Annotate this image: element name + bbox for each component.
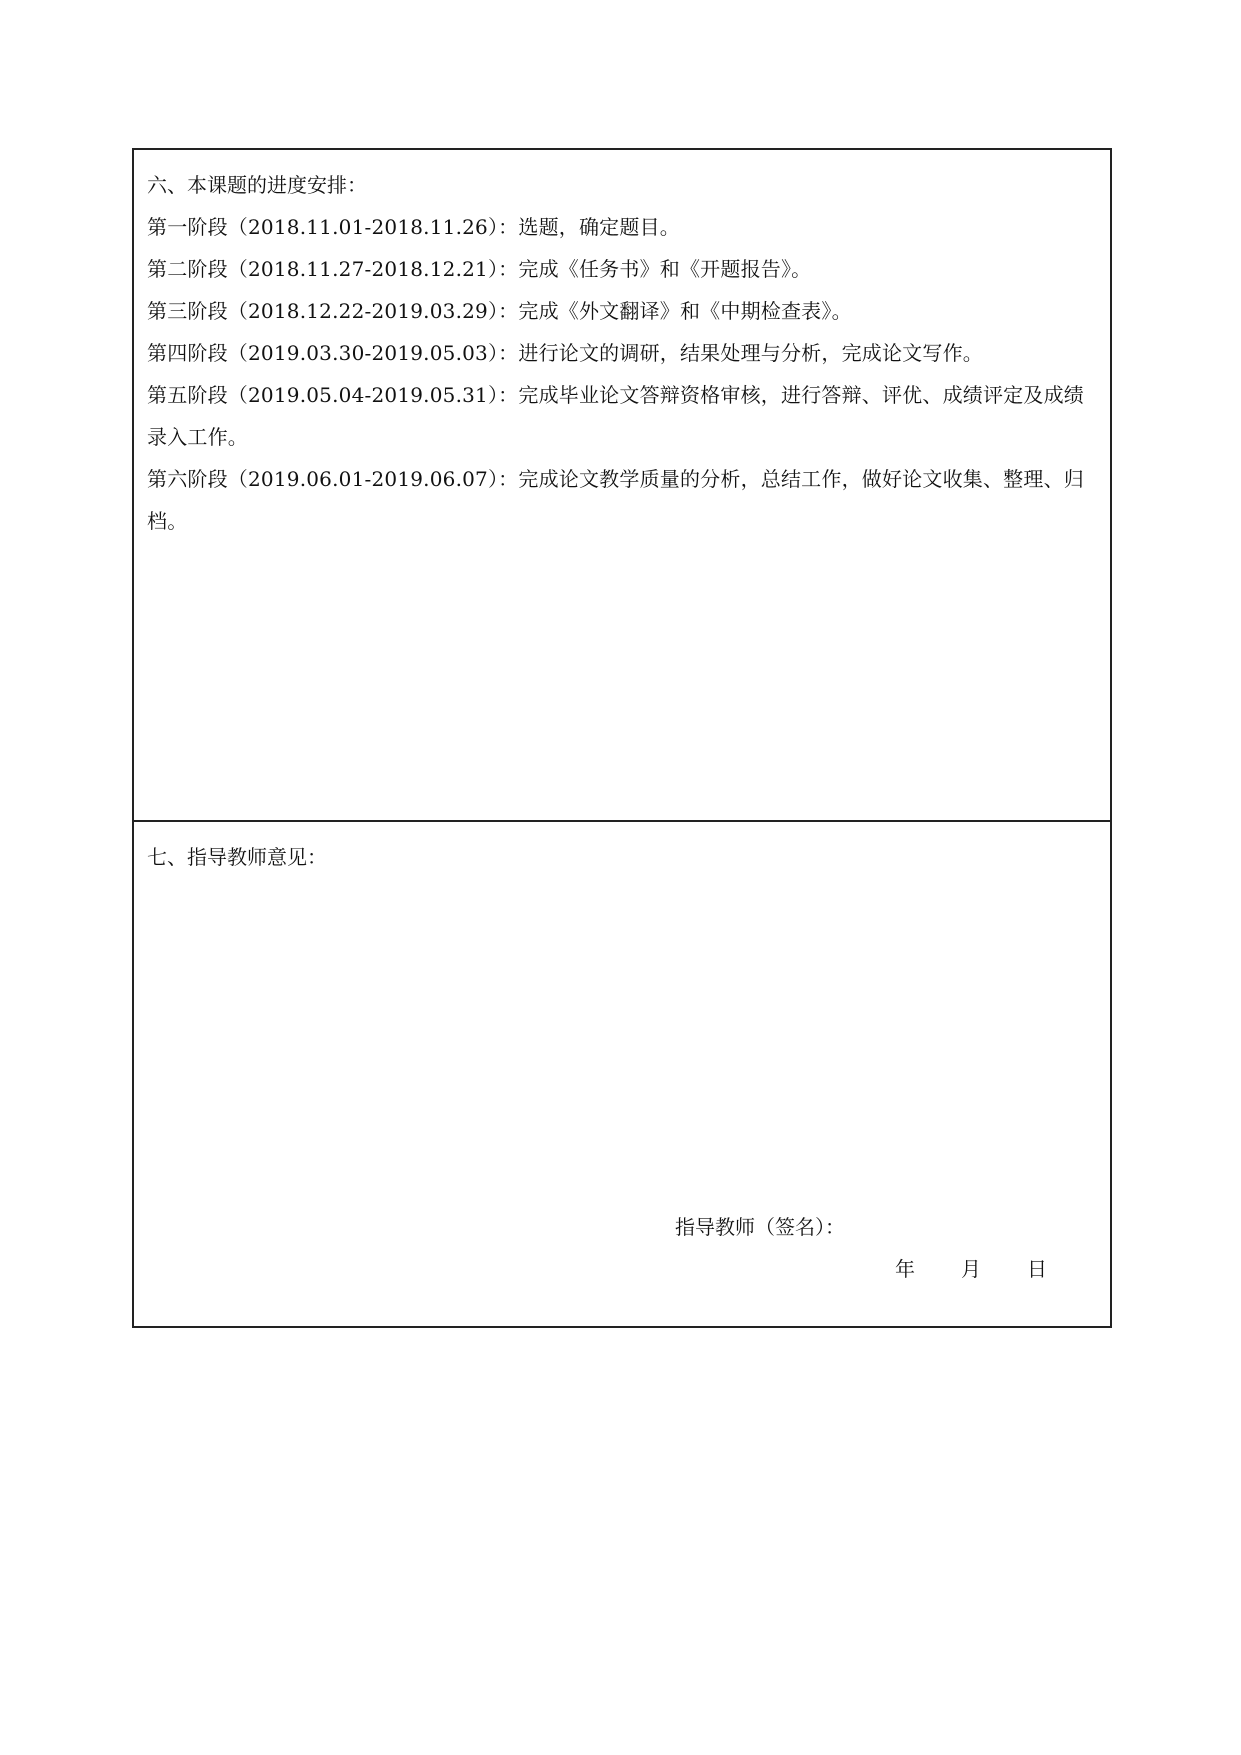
advisor-opinion-heading: 七、指导教师意见： <box>147 845 327 869</box>
advisor-signature-label: 指导教师（签名）： <box>675 1215 845 1239</box>
schedule-section <box>134 150 1110 822</box>
stage-2: 第二阶段（2018.11.27-2018.12.21）：完成《任务书》和《开题报告》。 <box>147 257 812 281</box>
stage-3: 第三阶段（2018.12.22-2019.03.29）：完成《外文翻译》和《中期检查表》。 <box>147 299 852 323</box>
advisor-opinion-section <box>134 822 1110 1326</box>
stage-4: 第四阶段（2019.03.30-2019.05.03）：进行论文的调研，结果处理与分析，完成论文写作。 <box>147 341 983 365</box>
schedule-heading: 六、本课题的进度安排： <box>147 173 367 197</box>
stage-1: 第一阶段（2018.11.01-2018.11.26）：选题，确定题目。 <box>147 215 680 239</box>
stage-6: 第六阶段（2019.06.01-2019.06.07）：完成论文教学质量的分析，总结工作，做好论文收集、整理、归档。 <box>147 467 1084 533</box>
date-day-label: 日 <box>1027 1257 1047 1281</box>
progress-form-table <box>132 148 1112 1328</box>
date-year-label: 年 <box>895 1257 915 1281</box>
stage-5: 第五阶段（2019.05.04-2019.05.31）：完成毕业论文答辩资格审核，进行答辩、评优、成绩评定及成绩录入工作。 <box>147 383 1084 449</box>
date-month-label: 月 <box>961 1257 981 1281</box>
signature-date-row <box>895 1248 1047 1290</box>
